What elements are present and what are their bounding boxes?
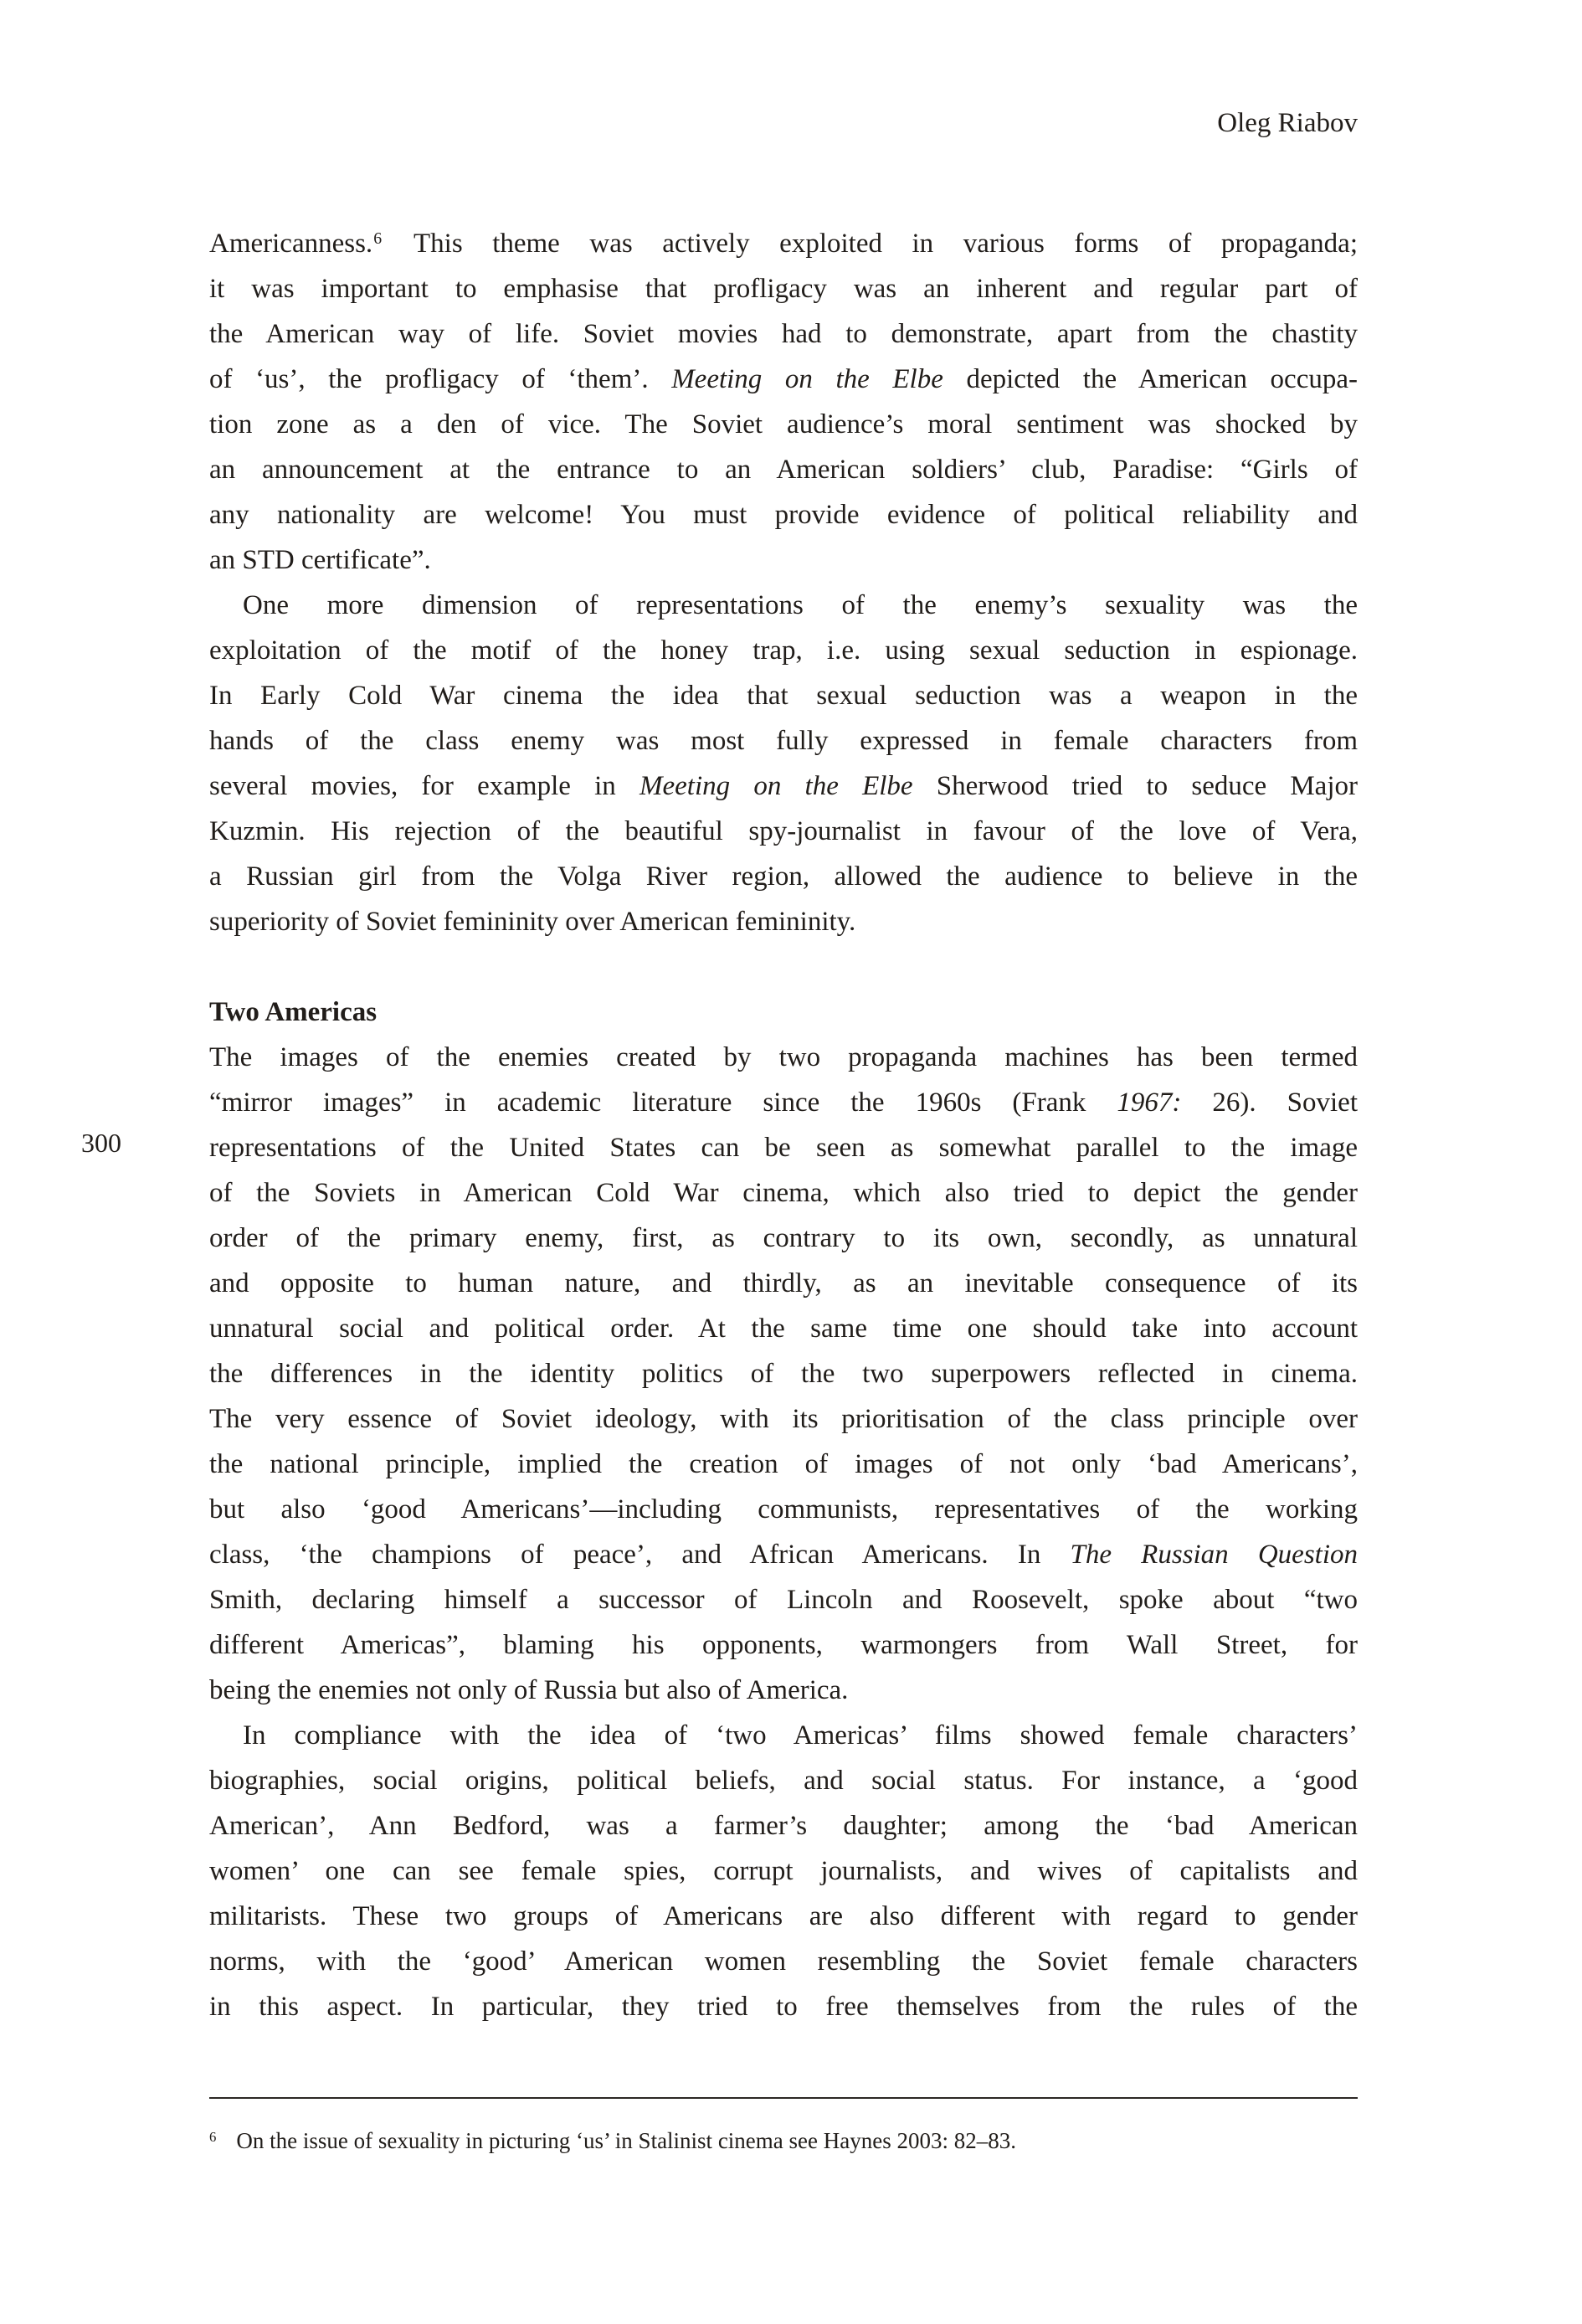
text-line [209, 1261, 1358, 1306]
text-line [209, 311, 1358, 357]
paragraph [209, 221, 1358, 583]
text-segment: biographies, social origins, political beliefs, and social status. For instance, a ‘good [209, 1766, 1358, 1796]
text-segment: In compliance with the idea of ‘two Americas’ films showed female characters’ [243, 1720, 1358, 1751]
text-segment: it was important to emphasise that profligacy was an inherent and regular part of [209, 274, 1358, 304]
text-segment: any nationality are welcome! You must provide evidence of political reliability and [209, 500, 1358, 530]
text-line [209, 357, 1358, 402]
text-line [209, 628, 1358, 673]
text-segment: The very essence of Soviet ideology, with its prioritisation of the class principle over [209, 1404, 1358, 1434]
text-segment: The images of the enemies created by two propaganda machines has been termed [209, 1042, 1358, 1072]
text-segment: One more dimension of representations of the enemy’s sexuality was the [243, 590, 1358, 620]
text-segment: representations of the United States can be seen as somewhat parallel to the image [209, 1133, 1358, 1163]
text-line [209, 1125, 1358, 1170]
running-header [209, 106, 1358, 140]
paragraph [209, 1713, 1358, 2029]
text-line [209, 1487, 1358, 1532]
text-line [209, 854, 1358, 899]
text-line [209, 1080, 1358, 1125]
text-segment: but also ‘good Americans’—including communists, representatives of the working [209, 1494, 1358, 1524]
text-segment: Smith, declaring himself a successor of Lincoln and Roosevelt, spoke about “two [209, 1585, 1358, 1615]
text-line [209, 1035, 1358, 1080]
text-segment: tion zone as a den of vice. The Soviet audience’s moral sentiment was shocked by [209, 409, 1358, 440]
footnote [209, 2125, 1358, 2157]
author-name: Oleg Riabov [1217, 108, 1358, 138]
text-line [209, 1984, 1358, 2029]
text-segment: an STD certificate”. [209, 545, 431, 575]
text-line [209, 266, 1358, 311]
text-line [209, 1216, 1358, 1261]
text-line [209, 1442, 1358, 1487]
footnote-marker: 6 [209, 2128, 217, 2145]
text-segment: exploitation of the motif of the honey trap, i.e. using sexual seduction in espionage. [209, 635, 1358, 666]
text-line [209, 1713, 1358, 1758]
text-line [209, 402, 1358, 447]
text-segment: class, ‘the champions of peace’, and African Americans. In [209, 1540, 1071, 1570]
text-segment: and opposite to human nature, and thirdly, as an inevitable consequence of its [209, 1268, 1358, 1298]
footnote-text: On the issue of sexuality in picturing ‘us’ in Stalinist cinema see Haynes 2003: 82–83. [236, 2128, 1016, 2153]
text-segment: women’ one can see female spies, corrupt journalists, and wives of capitalists and [209, 1856, 1358, 1886]
text-segment: the American way of life. Soviet movies had to demonstrate, apart from the chastity [209, 319, 1358, 349]
paragraph [209, 583, 1358, 944]
text-line [209, 1758, 1358, 1803]
text-line [209, 1848, 1358, 1894]
text-segment: Sherwood tried to seduce Major [912, 771, 1358, 801]
text-segment: a Russian girl from the Volga River region, allowed the audience to believe in the [209, 861, 1358, 892]
text-segment: Kuzmin. His rejection of the beautiful spy-journalist in favour of the love of Vera, [209, 816, 1358, 846]
text-segment: an announcement at the entrance to an American soldiers’ club, Paradise: “Girls of [209, 455, 1358, 485]
italic-title: Meeting on the Elbe [639, 771, 913, 801]
text-line [209, 718, 1358, 764]
text-line [209, 673, 1358, 718]
text-line [209, 1803, 1358, 1848]
text-segment: unnatural social and political order. At the same time one should take into account [209, 1314, 1358, 1344]
text-line [209, 1622, 1358, 1668]
text-segment: Americanness. [209, 229, 373, 259]
text-segment: order of the primary enemy, first, as contrary to its own, secondly, as unnatural [209, 1223, 1358, 1253]
text-line [209, 764, 1358, 809]
text-segment: militarists. These two groups of Americans are also different with regard to gender [209, 1901, 1358, 1931]
text-segment: of the Soviets in American Cold War cinema, which also tried to depict the gender [209, 1178, 1358, 1208]
text-line [209, 537, 1358, 583]
text-line [209, 1577, 1358, 1622]
paragraph [209, 1035, 1358, 1713]
text-line [209, 1532, 1358, 1577]
text-line [209, 1939, 1358, 1984]
text-segment: “mirror images” in academic literature since the 1960s (Frank [209, 1087, 1117, 1118]
footnote-separator-rule [209, 2097, 1358, 2099]
text-segment: several movies, for example in [209, 771, 639, 801]
text-segment: In Early Cold War cinema the idea that sexual seduction was a weapon in the [209, 681, 1358, 711]
text-line [209, 1396, 1358, 1442]
text-segment: American’, Ann Bedford, was a farmer’s daughter; among the ‘bad American [209, 1811, 1358, 1841]
page-number: 300 [81, 1128, 121, 1158]
text-line [209, 492, 1358, 537]
italic-title: 1967: [1117, 1087, 1182, 1118]
text-segment: the differences in the identity politics of the two superpowers reflected in cinema. [209, 1359, 1358, 1389]
text-segment: in this aspect. In particular, they tried to free themselves from the rules of the [209, 1992, 1358, 2022]
text-line [209, 447, 1358, 492]
text-segment: depicted the American occupa- [943, 364, 1358, 394]
text-line [209, 809, 1358, 854]
text-line [209, 899, 1358, 944]
text-segment: different Americas”, blaming his opponents, warmongers from Wall Street, for [209, 1630, 1358, 1660]
text-segment: the national principle, implied the creation of images of not only ‘bad Americans’, [209, 1449, 1358, 1479]
text-segment: 26). Soviet [1181, 1087, 1358, 1118]
text-segment: of ‘us’, the profligacy of ‘them’. [209, 364, 672, 394]
text-line [209, 221, 1358, 266]
text-segment: norms, with the ‘good’ American women resembling the Soviet female characters [209, 1946, 1358, 1977]
text-segment: superiority of Soviet femininity over American femininity. [209, 907, 856, 937]
text-segment: hands of the class enemy was most fully expressed in female characters from [209, 726, 1358, 756]
section-heading: Two Americas [209, 997, 378, 1027]
italic-title: The Russian Question [1070, 1540, 1358, 1570]
text-segment: This theme was actively exploited in various forms of propaganda; [384, 229, 1358, 259]
text-line [209, 583, 1358, 628]
footnote-reference: 6 [373, 229, 383, 249]
text-line [209, 1170, 1358, 1216]
text-line [209, 1894, 1358, 1939]
text-line [209, 1668, 1358, 1713]
text-segment: being the enemies not only of Russia but also of America. [209, 1675, 849, 1705]
text-line [209, 1351, 1358, 1396]
italic-title: Meeting on the Elbe [671, 364, 943, 394]
text-column [209, 221, 1358, 2029]
text-line [209, 1306, 1358, 1351]
